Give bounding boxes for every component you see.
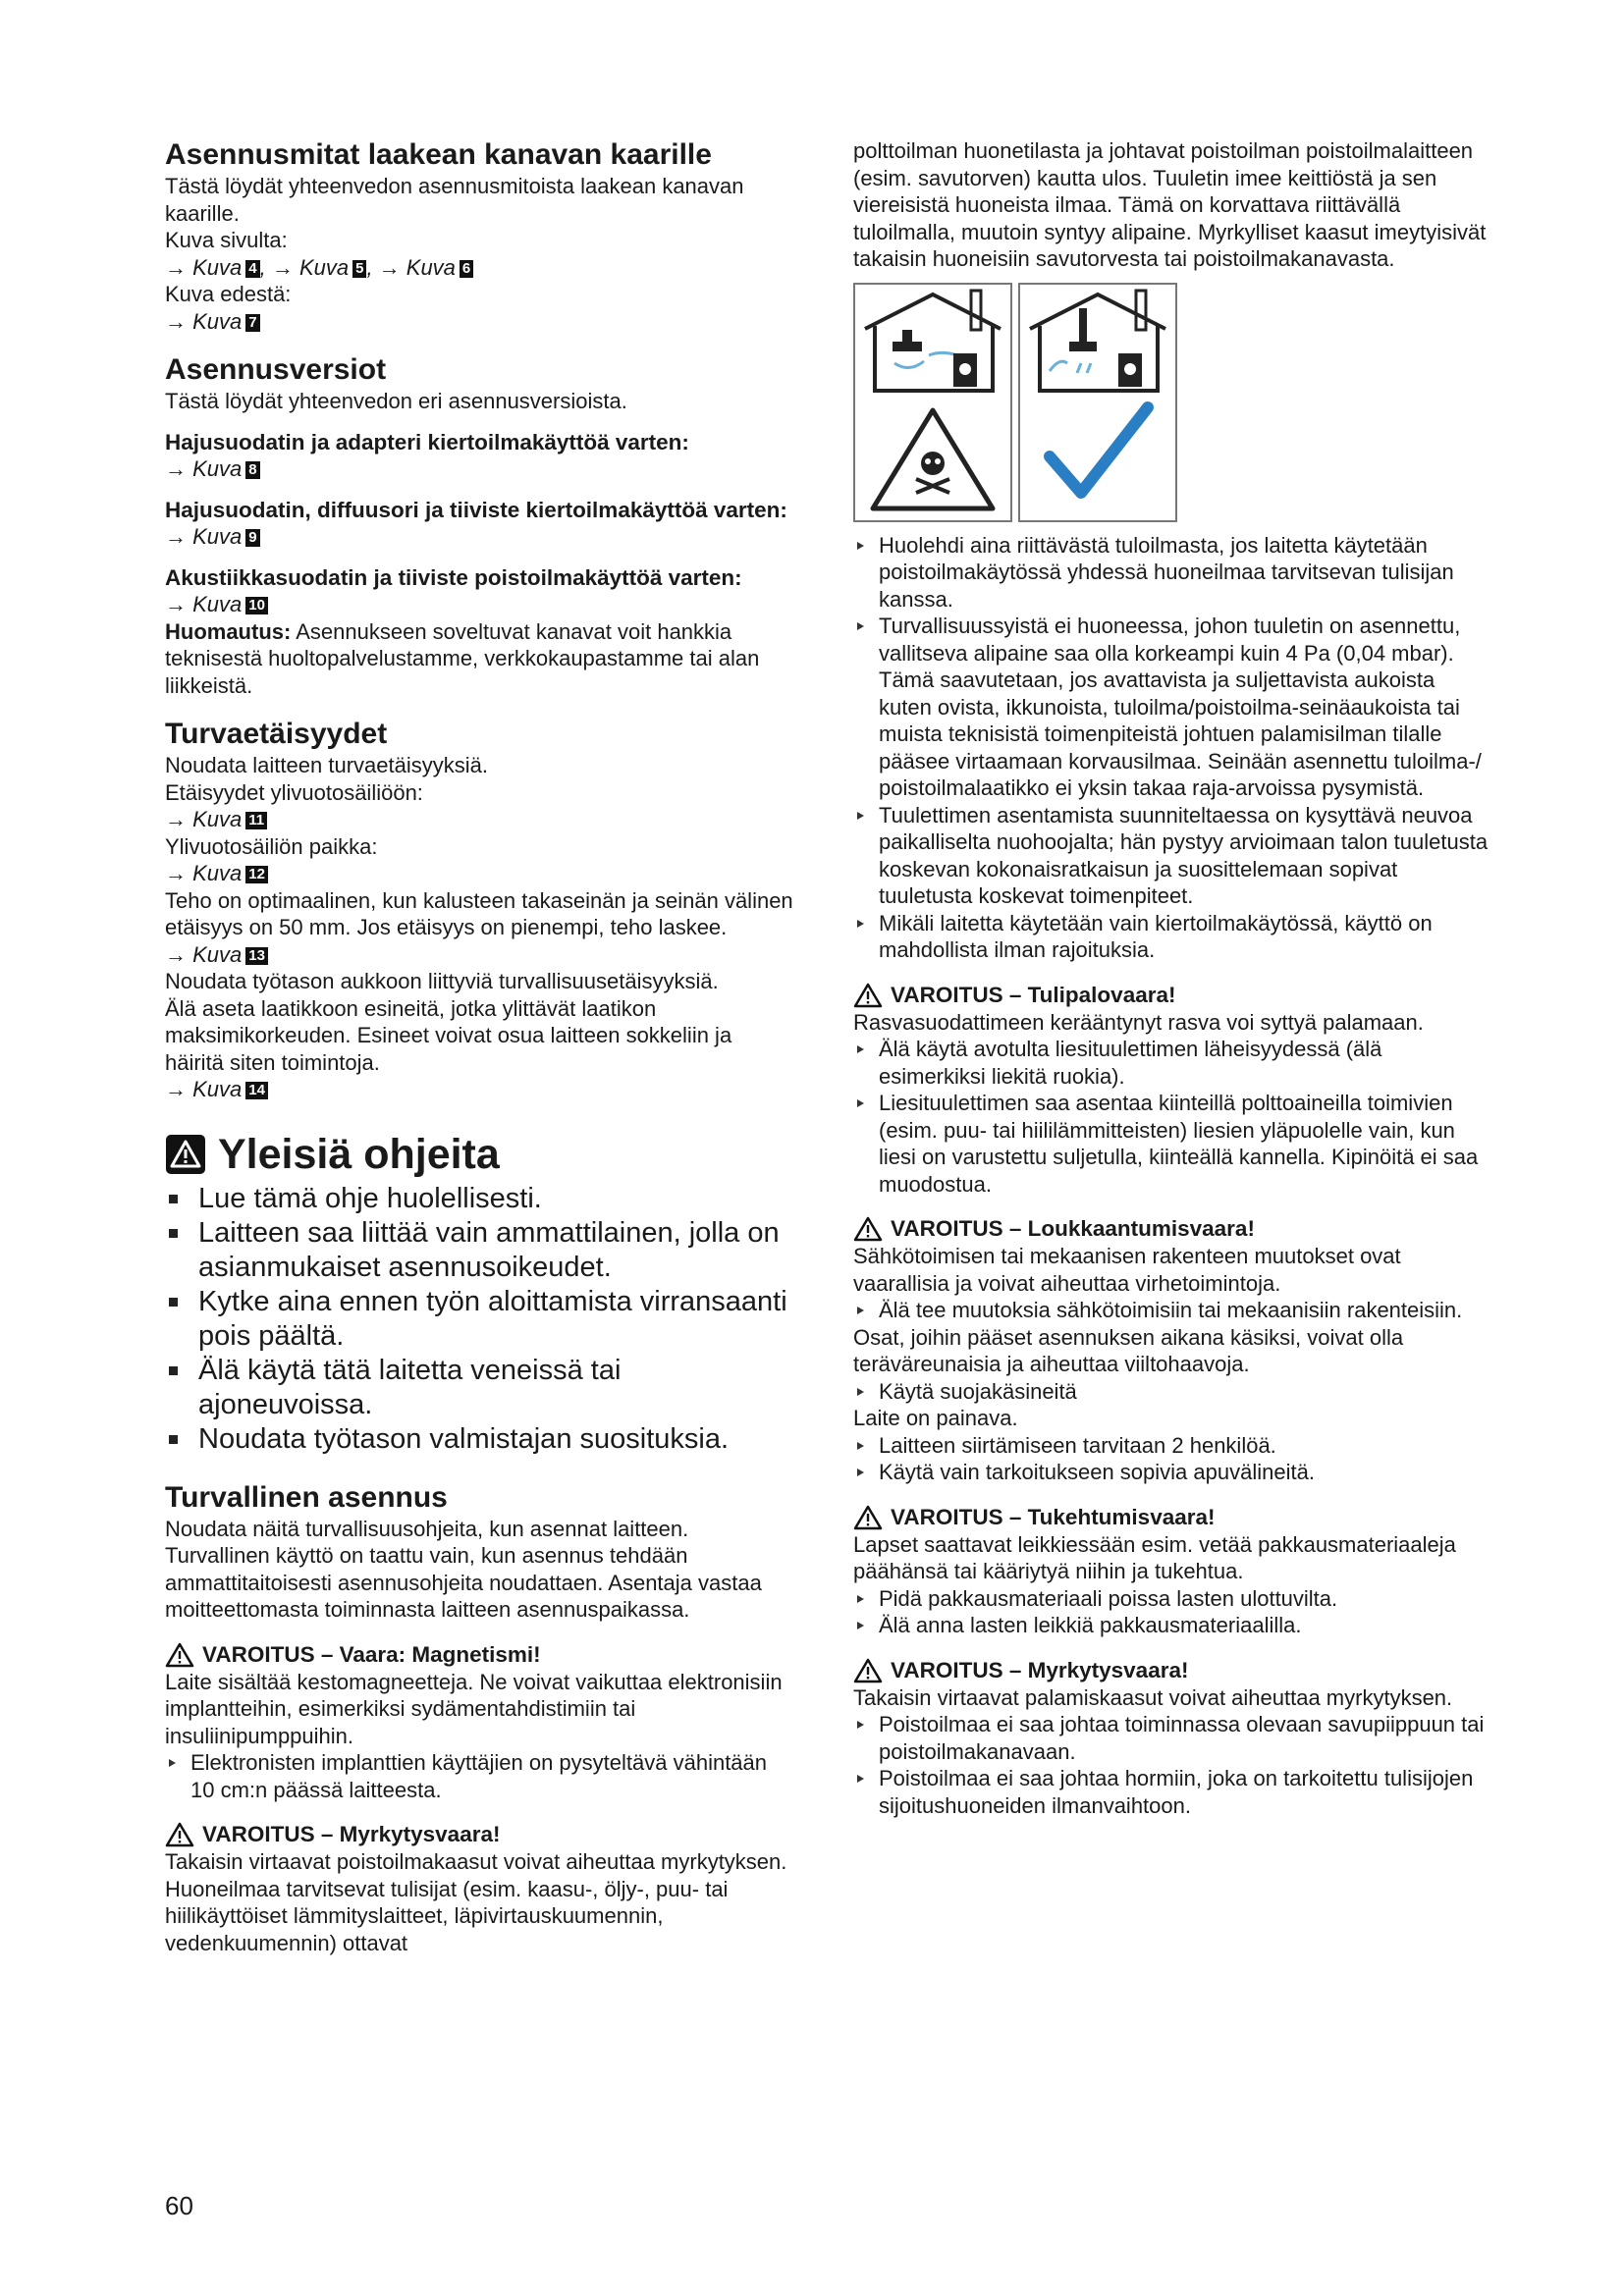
warning-text: Laite on painava. bbox=[853, 1406, 1018, 1430]
warning-triangle-icon bbox=[165, 1642, 194, 1668]
warning-triangle-icon bbox=[853, 983, 883, 1008]
warning-heading: VAROITUS – Tulipalovaara! bbox=[853, 982, 1491, 1009]
list-item: Turvallisuussyistä ei huoneessa, johon tuuletin on asennettu, vallitseva alipaine saa olla korkeampi kuin 4 Pa (0,04 mbar). Tämä saavutetaan, jos avattavista ja suljettavista aukoista kuten ovista, ikkunoista, tuloilma/poistoilma-seinäaukoista tai muista teknisistä toimenpiteistä johtuen palamisilman tilalle pääsee virtaamaan korvausilmaa. Seinään asennettu tuloilma-/ poistoilmalaatikko ei yksin takaa raja-arvoissa pysymistä. bbox=[853, 613, 1491, 802]
figure-reference: → Kuva 4 , → Kuva 5 , → Kuva 6 bbox=[165, 254, 793, 282]
list-item: Käytä suojakäsineitä bbox=[853, 1378, 1491, 1406]
ventilation-illustration bbox=[853, 283, 1491, 522]
left-column bbox=[165, 137, 793, 1956]
text-line: Noudata työtason aukkoon liittyviä turvallisuusetäisyyksiä. bbox=[165, 969, 719, 993]
list-item: Älä käytä tätä laitetta veneissä tai ajoneuvoissa. bbox=[165, 1354, 793, 1422]
note-label: Huomautus: bbox=[165, 618, 292, 644]
list-item: Käytä vain tarkoitukseen sopivia apuvälineitä. bbox=[853, 1459, 1491, 1486]
text-line: Teho on optimaalinen, kun kalusteen takaseinän ja seinän välinen etäisyys on 50 mm. Jos etäisyys on pienempi, teho laskee. bbox=[165, 887, 793, 939]
section-installation-versions bbox=[165, 352, 793, 699]
warning-triangle-icon bbox=[853, 1216, 883, 1242]
warning-list bbox=[853, 1711, 1491, 1819]
text-line: Tästä löydät yhteenvedon asennusmitoista laakean kanavan kaarille. bbox=[165, 174, 744, 226]
figure-reference: → Kuva 10 bbox=[165, 591, 793, 618]
figure-reference: → Kuva 13 bbox=[165, 941, 793, 969]
subsection-title: Hajusuodatin ja adapteri kiertoilmakäyttöä varten: bbox=[165, 429, 689, 454]
list-item: Kytke aina ennen työn aloittamista virransaanti pois päältä. bbox=[165, 1285, 793, 1354]
figure-reference: → Kuva 14 bbox=[165, 1076, 793, 1103]
figure-badge: 11 bbox=[245, 812, 267, 829]
warning-triangle-icon bbox=[165, 1822, 194, 1847]
figure-badge: 7 bbox=[245, 314, 259, 332]
list-item: Noudata työtason valmistajan suosituksia. bbox=[165, 1422, 793, 1457]
warning-text: Rasvasuodattimeen kerääntynyt rasva voi syttyä palamaan. bbox=[853, 1009, 1424, 1035]
list-item: Pidä pakkausmateriaali poissa lasten ulottuvilta. bbox=[853, 1585, 1491, 1613]
warning-list bbox=[853, 1378, 1491, 1406]
figure-badge: 14 bbox=[245, 1082, 268, 1099]
warning-list bbox=[853, 1432, 1491, 1486]
warning-text: Lapset saattavat leikkiessään esim. vetää pakkausmateriaaleja päähänsä tai kääriytyä niihin ja tukehtua. bbox=[853, 1531, 1456, 1583]
text-line: Kuva sivulta: bbox=[165, 228, 288, 252]
warning-list bbox=[853, 1036, 1491, 1198]
figure-badge: 12 bbox=[245, 866, 268, 883]
text-paragraph: Turvallinen käyttö on taattu vain, kun asennus tehdään ammattitaitoisesti asennusohjeita noudattaen. Asentaja vastaa moitteettomasta toiminnasta laitteen asennuspaikassa. bbox=[165, 1543, 762, 1622]
warning-heading: VAROITUS – Tukehtumisvaara! bbox=[853, 1504, 1491, 1531]
list-item: Poistoilmaa ei saa johtaa toiminnassa olevaan savupiippuun tai poistoilmakanavaan. bbox=[853, 1711, 1491, 1765]
section-title: Turvaetäisyydet bbox=[165, 718, 388, 750]
list-item: Älä anna lasten leikkiä pakkausmateriaalilla. bbox=[853, 1612, 1491, 1639]
section-title: Asennusmitat laakean kanavan kaarille bbox=[165, 138, 712, 171]
warning-heading: VAROITUS – Myrkytysvaara! bbox=[165, 1821, 793, 1848]
subsection-title: Akustiikkasuodatin ja tiiviste poistoilmakäyttöä varten: bbox=[165, 564, 742, 590]
warning-heading: VAROITUS – Vaara: Magnetismi! bbox=[165, 1641, 793, 1669]
warning-list bbox=[853, 1585, 1491, 1639]
figure-badge: 6 bbox=[460, 260, 473, 278]
figure-badge: 8 bbox=[245, 461, 259, 479]
list-item: Tuulettimen asentamista suunniteltaessa on kysyttävä neuvoa paikalliselta nuohoojalta; hän pystyy arvioimaan talon tuuletusta koskevan kokonaisratkaisun ja suosittelemaan sopivat tuuletusta koskevat toimenpiteet. bbox=[853, 802, 1491, 910]
ventilation-list bbox=[853, 532, 1491, 964]
warning-list bbox=[165, 1749, 793, 1803]
warning-icon bbox=[165, 1134, 206, 1175]
section-safety-distances bbox=[165, 717, 793, 1103]
list-item: Älä käytä avotulta liesituulettimen läheisyydessä (älä esimerkiksi liekitä ruokia). bbox=[853, 1036, 1491, 1090]
warning-text: Takaisin virtaavat palamiskaasut voivat aiheuttaa myrkytyksen. bbox=[853, 1684, 1453, 1710]
text-line: Tästä löydät yhteenvedon eri asennusversioista. bbox=[165, 389, 627, 413]
figure-reference: → Kuva 9 bbox=[165, 523, 793, 551]
warning-list bbox=[853, 1297, 1491, 1324]
warning-triangle-icon bbox=[853, 1505, 883, 1530]
figure-badge: 10 bbox=[245, 597, 268, 614]
list-item: Liesituulettimen saa asentaa kiinteillä polttoaineilla toimivien (esim. puu- tai hiililämmitteisten) liesien yläpuolelle vain, kun liesi on varustettu suljetulla, kiinteällä kannella. Kipinöitä ei saa muodostua. bbox=[853, 1090, 1491, 1198]
section-installation-dimensions bbox=[165, 137, 793, 335]
warning-text: Sähkötoimisen tai mekaanisen rakenteen muutokset ovat vaarallisia ja voivat aiheuttaa virhetoimintoja. bbox=[853, 1244, 1401, 1296]
text-line: Kuva edestä: bbox=[165, 282, 292, 306]
text-line: Etäisyydet ylivuotosäiliöön: bbox=[165, 779, 423, 805]
list-item: Lue tämä ohje huolellisesti. bbox=[165, 1182, 793, 1216]
section-title: Asennusversiot bbox=[165, 353, 387, 386]
list-item: Laitteen siirtämiseen tarvitaan 2 henkilöä. bbox=[853, 1432, 1491, 1460]
poison-hazard-house-illustration bbox=[853, 283, 1012, 522]
figure-badge: 13 bbox=[245, 947, 268, 965]
section-safe-installation bbox=[165, 1480, 793, 1957]
general-instructions-header bbox=[165, 1131, 793, 1178]
figure-reference: → Kuva 12 bbox=[165, 860, 793, 887]
figure-reference: → Kuva 8 bbox=[165, 455, 793, 483]
figure-badge: 9 bbox=[245, 529, 259, 547]
figure-badge: 4 bbox=[245, 260, 259, 278]
big-section-title: Yleisiä ohjeita bbox=[218, 1130, 500, 1178]
text-line: Ylivuotosäiliön paikka: bbox=[165, 833, 378, 859]
warning-text: Takaisin virtaavat poistoilmakaasut voivat aiheuttaa myrkytyksen. Huoneilmaa tarvitsevat tulisijat (esim. kaasu-, öljy-, puu- tai hiilikäyttöiset lämmityslaitteet, läpivirtauskuumennin, vedenkuumennin) ottavat bbox=[165, 1849, 787, 1955]
right-column bbox=[853, 137, 1491, 1819]
warning-triangle-icon bbox=[853, 1658, 883, 1683]
page-number: 60 bbox=[165, 2191, 193, 2220]
text-line: Noudata laitteen turvaetäisyyksiä. bbox=[165, 753, 488, 777]
figure-badge: 5 bbox=[352, 260, 366, 278]
text-paragraph: Noudata näitä turvallisuusohjeita, kun asennat laitteen. bbox=[165, 1516, 689, 1541]
figure-reference: → Kuva 7 bbox=[165, 308, 793, 336]
general-instructions-list bbox=[165, 1182, 793, 1457]
warning-text: Laite sisältää kestomagneetteja. Ne voivat vaikuttaa elektronisiin implantteihin, esimerkiksi sydämentahdistimiin tai insuliinipumppuihin. bbox=[165, 1669, 783, 1748]
approved-ventilation-house-illustration bbox=[1018, 283, 1177, 522]
section-title: Turvallinen asennus bbox=[165, 1480, 448, 1514]
list-item: Laitteen saa liittää vain ammattilainen, jolla on asianmukaiset asennusoikeudet. bbox=[165, 1216, 793, 1285]
figure-reference: → Kuva 11 bbox=[165, 806, 793, 833]
text-line: Älä aseta laatikkoon esineitä, jotka ylittävät laatikon maksimikorkeuden. Esineet voivat osua laitteen sokkeliin ja häiritä siten toimintoja. bbox=[165, 995, 732, 1075]
list-item: Poistoilmaa ei saa johtaa hormiin, joka on tarkoitettu tulisijojen sijoitushuoneiden ilmanvaihtoon. bbox=[853, 1765, 1491, 1819]
warning-heading: VAROITUS – Myrkytysvaara! bbox=[853, 1657, 1491, 1684]
note-text: Asennukseen soveltuvat kanavat voit hankkia teknisestä huoltopalvelustamme, verkkokaupastamme tai alan liikkeistä. bbox=[165, 618, 760, 698]
list-item: Huolehdi aina riittävästä tuloilmasta, jos laitetta käytetään poistoilmakäytössä yhdessä huoneilmaa tarvitsevan tulisijan kanssa. bbox=[853, 532, 1491, 614]
note bbox=[165, 618, 793, 700]
warning-text: Osat, joihin pääset asennuksen aikana käsiksi, voivat olla teräväreunaisia ja aiheuttaa viiltohaavoja. bbox=[853, 1324, 1404, 1376]
warning-heading: VAROITUS – Loukkaantumisvaara! bbox=[853, 1215, 1491, 1243]
subsection-title: Hajusuodatin, diffuusori ja tiiviste kiertoilmakäyttöä varten: bbox=[165, 497, 787, 522]
list-item: Mikäli laitetta käytetään vain kiertoilmakäytössä, käyttö on mahdollista ilman rajoituksia. bbox=[853, 910, 1491, 964]
list-item: Elektronisten implanttien käyttäjien on pysyteltävä vähintään 10 cm:n päässä laitteesta. bbox=[165, 1749, 793, 1803]
list-item: Älä tee muutoksia sähkötoimisiin tai mekaanisiin rakenteisiin. bbox=[853, 1297, 1491, 1324]
continued-text: polttoilman huonetilasta ja johtavat poistoilman poistoilmalaitteen (esim. savutorven) kautta ulos. Tuuletin imee keittiöstä ja sen viereisistä huoneista ilmaa. Tämä on korvattava riittävällä tuloilmalla, muutoin syntyy alipaine. Myrkylliset kaasut imeytyisivät takaisin huoneisiin savutorvesta tai poistoilmakanavasta. bbox=[853, 138, 1487, 271]
